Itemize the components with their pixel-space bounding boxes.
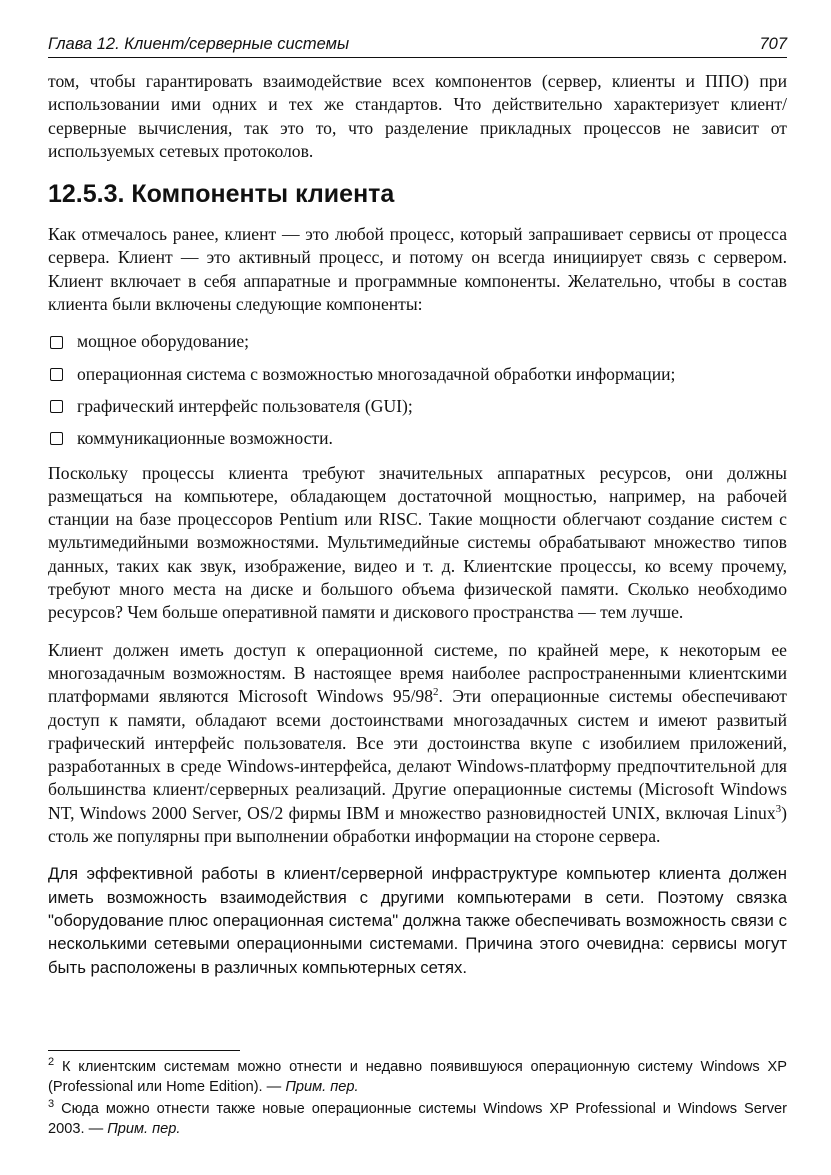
- footnote-mark: 3: [48, 1098, 55, 1111]
- list-item: [48, 330, 787, 353]
- footnote-divider: [48, 1050, 240, 1051]
- list-item-text: графический интерфейс пользователя (GUI);: [77, 395, 413, 416]
- paragraph-1: Как отмечалось ранее, клиент — это любой процесс, который запрашивает сервисы от процесса сервера. Клиент — это активный процесс, и потому он всегда инициирует связь с сервером. Клиент включает в себя аппаратные и программные компоненты. Желательно, чтобы в состав клиента были включены следующие компоненты:: [48, 224, 787, 315]
- checkbox-bullet-icon: [50, 400, 63, 413]
- page-number: 707: [759, 35, 787, 53]
- footnote-ref-2: 2: [433, 686, 439, 699]
- chapter-title: Глава 12. Клиент/серверные системы: [48, 35, 350, 53]
- checkbox-bullet-icon: [50, 336, 63, 349]
- footnote-item: [48, 1100, 787, 1139]
- paragraph-2: Поскольку процессы клиента требуют значительных аппаратных ресурсов, они должны размещаться на компьютере, обладающем достаточной мощностью, например, на рабочей станции на базе процессоров Pentium или RISC. Такие мощности облегчают создание систем с мультимедийными возможностями. Мультимедийные системы обрабатывают множество типов данных, таких как звук, изображение, видео и т. д. Клиентские процессы, ко всему прочему, требуют много места на диске и большого объема физической памяти. Сколько необходимо ресурсов? Чем больше оперативной памяти и дискового пространства — тем лучше.: [48, 462, 787, 623]
- translator-note: Прим. пер.: [285, 1078, 359, 1095]
- footnote-text: К клиентским системам можно отнести и недавно появившуюся операционную систему Windows XP (Professional или Home Edition). —: [48, 1059, 787, 1095]
- section-heading: 12.5.3. Компоненты клиента: [48, 180, 395, 209]
- list-item-text: операционная система с возможностью многозадачной обработки информации;: [77, 363, 676, 384]
- footnote-ref-3: 3: [775, 802, 782, 815]
- list-item-text: коммуникационные возможности.: [77, 428, 333, 449]
- component-list: [48, 330, 787, 450]
- paragraph-3-part-c: ) столь же популярны при выполнении обработки информации на стороне сервера.: [48, 802, 787, 847]
- footnotes: [48, 1050, 787, 1142]
- page-content: [48, 70, 787, 993]
- paragraph-3-part-a: Клиент должен иметь доступ к операционной системе, по крайней мере, к некоторым ее многозадачным возможностям. В настоящее время наиболее распространенными клиентскими платформами являются Microsoft Windows 95/98: [48, 639, 787, 707]
- footnote-mark: 2: [48, 1056, 55, 1069]
- footnote-item: [48, 1058, 787, 1097]
- list-item: [48, 395, 787, 418]
- paragraph-3-part-b: . Эти операционные системы обеспечивают доступ к памяти, обладают всеми достоинствами многозадачных систем и имеют развитый графический интерфейс пользователя. Все эти достоинства вкупе с изобилием приложений, разработанных в среде Windows-интерфейса, делают Windows-платформу предпочтительной для большинства клиент/серверных реализаций. Другие операционные системы (Microsoft Windows NT, Windows 2000 Server, OS/2 фирмы IBM и множество разновидностей UNIX, включая Linux: [48, 686, 787, 823]
- checkbox-bullet-icon: [50, 368, 63, 381]
- checkbox-bullet-icon: [50, 432, 63, 445]
- running-header: [48, 30, 787, 58]
- list-item-text: мощное оборудование;: [77, 331, 250, 352]
- list-item: [48, 427, 787, 450]
- footnote-text: Сюда можно отнести также новые операционные системы Windows XP Professional и Windows Server 2003. —: [48, 1101, 787, 1137]
- intro-paragraph: том, чтобы гарантировать взаимодействие всех компонентов (сервер, клиенты и ППО) при использовании ими одних и тех же стандартов. Что действительно характеризует клиент/серверные вычисления, так это то, что разделение прикладных процессов не зависит от используемых сетевых протоколов.: [48, 71, 787, 161]
- list-item: [48, 363, 787, 386]
- paragraph-3: [48, 639, 787, 849]
- paragraph-4: Для эффективной работы в клиент/серверной инфраструктуре компьютер клиента должен иметь возможность взаимодействия с другими компьютерами в сети. Поэтому связка "оборудование плюс операционная система" должна также обеспечивать возможность связи с несколькими сетевыми операционными системами. Причина этого очевидна: сервисы могут быть расположены в различных компьютерных сетях.: [48, 864, 787, 977]
- translator-note: Прим. пер.: [107, 1120, 181, 1137]
